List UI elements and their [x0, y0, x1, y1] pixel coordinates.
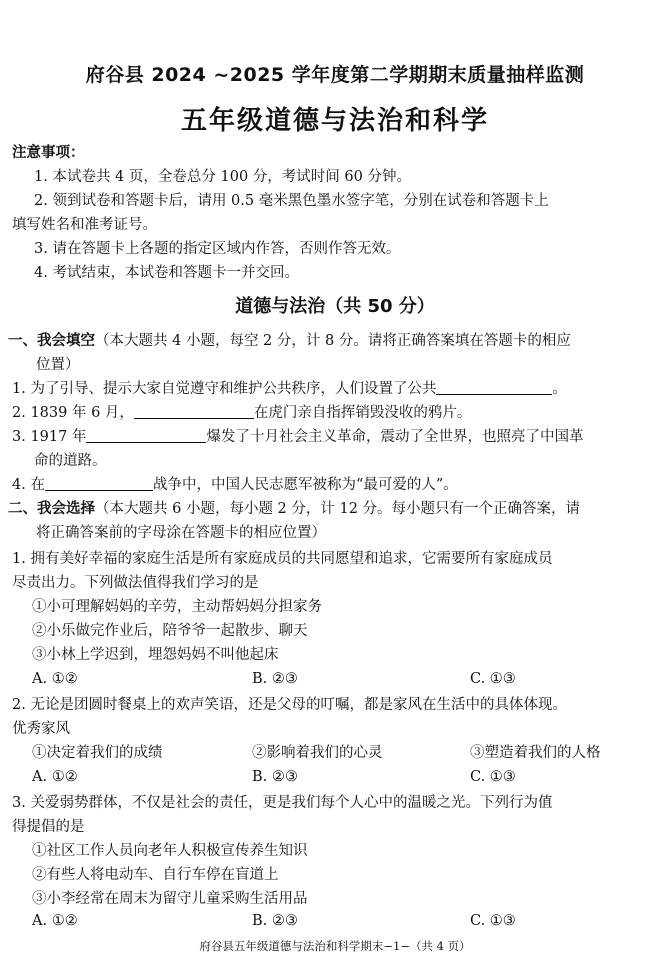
choice-q3-option-c: C. ①③	[470, 913, 516, 929]
choice-q1-stem: 1. 拥有美好幸福的家庭生活是所有家庭成员的共同愿望和追求，它需要所有家庭成员	[12, 551, 553, 567]
note-item-4: 4. 考试结束，本试卷和答题卡一并交回。	[34, 265, 299, 281]
part2-instr-line2: 将正确答案前的字母涂在答题卡的相应位置）	[36, 525, 326, 541]
note-item-2: 2. 领到试卷和答题卡后，请用 0.5 毫米黑色墨水签字笔，分别在试卷和答题卡上	[34, 193, 549, 209]
part1-instr-line2: 位置）	[36, 357, 80, 373]
exam-subtitle: 五年级道德与法治和科学	[180, 106, 489, 136]
choice-q3-option-b: B. ②③	[252, 913, 298, 929]
choice-q1-option-c: C. ①③	[470, 671, 516, 687]
part1-instructions	[8, 330, 648, 352]
choice-q2-statement-2: ②影响着我们的心灵	[252, 745, 383, 761]
choice-q2-option-b: B. ②③	[252, 769, 298, 785]
choice-q2-statement-1: ①决定着我们的成绩	[32, 745, 163, 761]
fill-question-3: 3. 1917 年 爆发了十月社会主义革命，震动了全世界，也照亮了中国革	[12, 429, 584, 445]
choice-q2-option-a: A. ①②	[32, 769, 78, 785]
page-footer: 府谷县五年级道德与法治和科学期末−1−（共 4 页）	[199, 939, 471, 953]
answer-blank-2	[134, 403, 254, 419]
part2-instructions	[8, 498, 648, 520]
exam-title: 府谷县 2024 ~2025 学年度第二学期期末质量抽样监测	[85, 64, 585, 86]
choice-q3-option-a: A. ①②	[32, 913, 78, 929]
fill-question-3-cont: 命的道路。	[34, 453, 107, 469]
choice-q1-statement-1: ①小可理解妈妈的辛劳，主动帮妈妈分担家务	[32, 599, 322, 615]
choice-q2-stem: 2. 无论是团圆时餐桌上的欢声笑语，还是父母的叮嘱，都是家风在生活中的具体体现。	[12, 697, 567, 713]
choice-q2-statement-3: ③塑造着我们的人格	[470, 745, 601, 761]
choice-q3-statement-3: ③小李经常在周末为留守儿童采购生活用品	[32, 891, 308, 907]
answer-blank-3	[86, 427, 206, 443]
answer-blank-1	[436, 379, 552, 395]
choice-q3-stem-cont: 得提倡的是	[12, 819, 85, 835]
choice-q3-statement-1: ①社区工作人员向老年人积极宣传养生知识	[32, 843, 308, 859]
note-item-3: 3. 请在答题卡上各题的指定区域内作答，否则作答无效。	[34, 241, 401, 257]
choice-q2-stem-cont: 优秀家风	[12, 721, 70, 737]
fill-question-4: 4. 在 战争中，中国人民志愿军被称为“最可爱的人”。	[12, 477, 458, 493]
choice-q1-option-b: B. ②③	[252, 671, 298, 687]
choice-q3-stem: 3. 关爱弱势群体，不仅是社会的责任，更是我们每个人心中的温暖之光。下列行为值	[12, 795, 553, 811]
fill-question-2: 2. 1839 年 6 月， 在虎门亲自指挥销毁没收的鸦片。	[12, 405, 472, 421]
fill-question-1: 1. 为了引导、提示大家自觉遵守和维护公共秩序，人们设置了公共 。	[12, 381, 567, 397]
note-item-1: 1. 本试卷共 4 页，全卷总分 100 分，考试时间 60 分钟。	[34, 169, 411, 185]
notes-heading: 注意事项：	[12, 145, 85, 161]
part1-instr-line1: （本大题共 4 小题，每空 2 分，计 8 分。请将正确答案填在答题卡的相应	[95, 333, 571, 349]
choice-q1-statement-2: ②小乐做完作业后，陪爷爷一起散步、聊天	[32, 623, 308, 639]
part1-heading: 一、我会填空	[8, 333, 95, 349]
choice-q1-option-a: A. ①②	[32, 671, 78, 687]
choice-q1-stem-cont: 尽责出力。下列做法值得我们学习的是	[12, 575, 259, 591]
part2-instr-line1: （本大题共 6 小题，每小题 2 分，计 12 分。每小题只有一个正确答案，请	[95, 501, 581, 517]
part2-heading: 二、我会选择	[8, 501, 95, 517]
answer-blank-4	[45, 475, 153, 491]
choice-q1-statement-3: ③小林上学迟到，埋怨妈妈不叫他起床	[32, 647, 279, 663]
choice-q2-option-c: C. ①③	[470, 769, 516, 785]
section-title: 道德与法治（共 50 分）	[235, 296, 435, 317]
choice-q3-statement-2: ②有些人将电动车、自行车停在盲道上	[32, 867, 279, 883]
note-item-2-cont: 填写姓名和准考证号。	[12, 217, 157, 233]
